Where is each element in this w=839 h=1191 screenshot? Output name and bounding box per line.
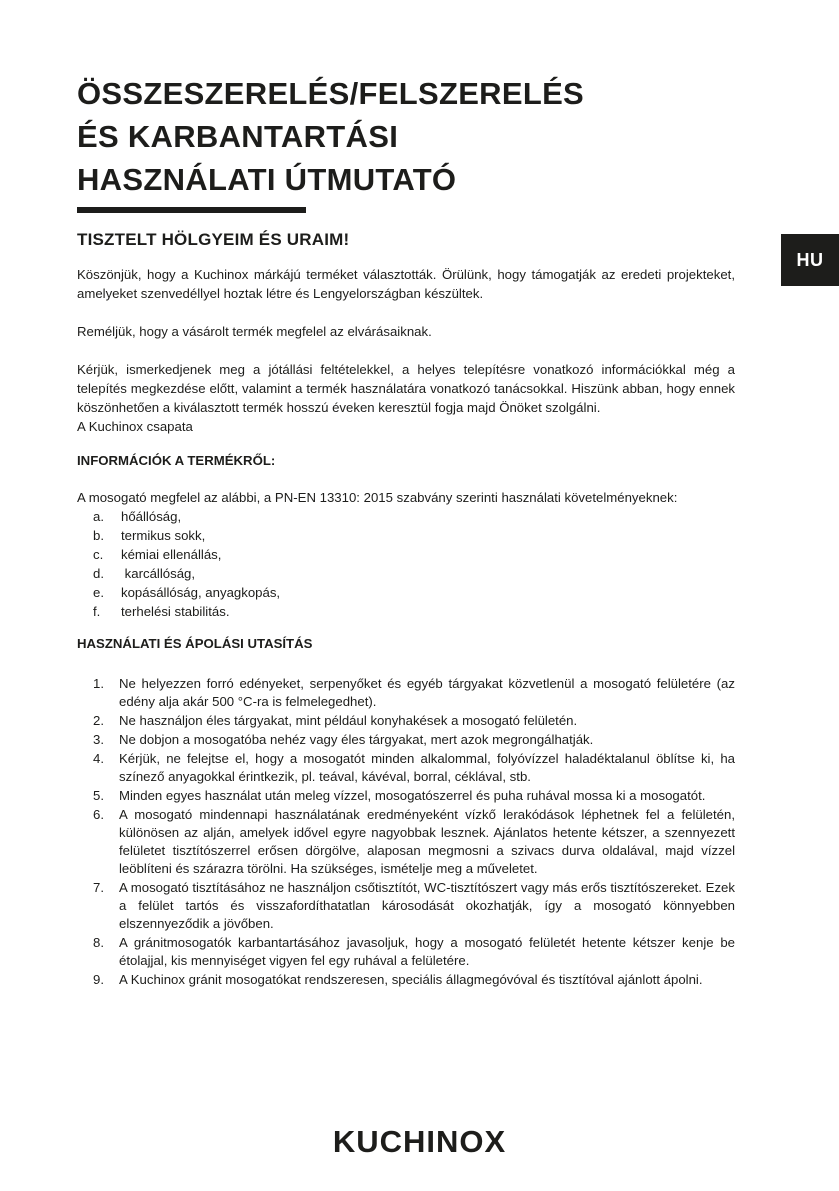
logo-text: KUCHINOX xyxy=(332,1124,507,1159)
list-marker: 5. xyxy=(93,788,104,803)
list-item xyxy=(93,879,735,933)
list-item-text: A mosogató tisztításához ne használjon csőtisztítót, WC-tisztítószert vagy más erős tisztítószereket. Ezek a felület tartós és visszafordíthatatlan károsodását okozhatják, így a mosogató könnyebben elszennyeződik a jövőben. xyxy=(119,880,735,931)
list-item xyxy=(93,731,735,749)
list-marker: c. xyxy=(93,547,104,562)
list-item xyxy=(93,545,280,564)
request-paragraph xyxy=(77,360,735,436)
list-item-text: hőállóság, xyxy=(121,509,182,524)
list-marker: d. xyxy=(93,566,104,581)
list-item xyxy=(93,750,735,786)
list-item-text: Ne helyezzen forró edényeket, serpenyőket és egyéb tárgyakat közvetlenül a mosogató felületére (az edény alja akár 500 °C-ra is felmelegedhet). xyxy=(119,676,735,709)
list-marker: e. xyxy=(93,585,104,600)
list-item xyxy=(93,675,735,711)
list-item-text: Minden egyes használat után meleg vízzel, mosogatószerrel és puha ruhával mossa ki a mosogatót. xyxy=(119,788,706,803)
list-marker: 7. xyxy=(93,880,104,895)
title-underline xyxy=(77,207,306,213)
title-line-1: ÖSSZESZERELÉS/FELSZERELÉS xyxy=(77,76,585,111)
usage-heading: HASZNÁLATI ÉS ÁPOLÁSI UTASÍTÁS xyxy=(77,636,313,651)
list-item-text: Ne dobjon a mosogatóba nehéz vagy éles tárgyakat, mert azok megrongálhatják. xyxy=(119,732,594,747)
list-item-text: A gránitmosogatók karbantartásához javasoljuk, hogy a mosogató felületét hetente kétszer kenje be étolajjal, kis mennyiséget vigyen fel egy ruhával a felületére. xyxy=(119,935,735,968)
list-item-text: kopásállóság, anyagkopás, xyxy=(121,585,281,600)
list-marker: 1. xyxy=(93,676,104,691)
title-line-3: HASZNÁLATI ÚTMUTATÓ xyxy=(77,162,457,197)
list-item xyxy=(93,583,280,602)
list-item-text: Ne használjon éles tárgyakat, mint például konyhakések a mosogató felületén. xyxy=(119,713,578,728)
list-item xyxy=(93,934,735,970)
list-item xyxy=(93,971,735,989)
title-line-2: ÉS KARBANTARTÁSI xyxy=(77,119,399,154)
request-text: Kérjük, ismerkedjenek meg a jótállási feltételekkel, a helyes telepítésre vonatkozó információkkal még a telepítés megkezdése előtt, valamint a termék használatára vonatkozó tanácsokkal. Hiszünk abban, hogy ennek köszönhetően a kiválasztott termék hosszú éveken keresztül fogja majd Önöket szolgálni. xyxy=(77,362,735,415)
list-item xyxy=(93,564,280,583)
list-item xyxy=(93,526,280,545)
list-item xyxy=(93,602,280,621)
list-item-text: kémiai ellenállás, xyxy=(121,547,222,562)
list-item xyxy=(93,787,735,805)
page-title xyxy=(77,72,584,201)
list-marker: f. xyxy=(93,604,101,619)
list-item xyxy=(93,712,735,730)
list-marker: a. xyxy=(93,509,104,524)
list-item-text: A Kuchinox gránit mosogatókat rendszeresen, speciális állagmegóvóval és tisztítóval ajánlott ápolni. xyxy=(119,972,703,987)
product-info-intro: A mosogató megfelel az alábbi, a PN-EN 13310: 2015 szabvány szerinti használati követelményeknek: xyxy=(77,490,678,505)
usage-instructions-list xyxy=(93,675,735,990)
list-item-text: termikus sokk, xyxy=(121,528,206,543)
list-marker: 3. xyxy=(93,732,104,747)
list-item-text: Kérjük, ne felejtse el, hogy a mosogatót minden alkalommal, folyóvízzel haladéktalanul öblítse ki, ha színező anyagokkal érintkezik, pl. teával, kávéval, borral, céklával, stb. xyxy=(119,751,735,784)
list-marker: 9. xyxy=(93,972,104,987)
list-marker: 2. xyxy=(93,713,104,728)
list-marker: 8. xyxy=(93,935,104,950)
language-tab: HU xyxy=(781,234,839,286)
list-marker: 4. xyxy=(93,751,104,766)
list-item-text: A mosogató mindennapi használatának eredményeként vízkő lerakódások léphetnek fel a felületén, különösen az alján, amelyek idővel egyre nagyobbak lesznek. Ajánlatos hetente kétszer, a szennyezett felületet tisztítószerrel erősen dörgölve, alaposan megmosni a szivacs durva oldalával, majd vízzel leöblíteni és szárazra törölni. Ha szükséges, ismételje meg a műveletet. xyxy=(119,807,735,876)
hope-paragraph: Reméljük, hogy a vásárolt termék megfelel az elvárásaiknak. xyxy=(77,324,432,339)
list-item-text: terhelési stabilitás. xyxy=(121,604,230,619)
kuchinox-logo xyxy=(0,1124,839,1160)
signature: A Kuchinox csapata xyxy=(77,419,193,434)
product-info-heading: INFORMÁCIÓK A TERMÉKRŐL: xyxy=(77,453,276,468)
intro-paragraph: Köszönjük, hogy a Kuchinox márkájú terméket választották. Örülünk, hogy támogatják az eredeti projekteket, amelyeket szenvedéllyel hoztak létre és Lengyelországban készültek. xyxy=(77,267,735,301)
list-item xyxy=(93,507,280,526)
list-marker: b. xyxy=(93,528,104,543)
list-item xyxy=(93,806,735,878)
requirements-list xyxy=(93,507,280,621)
greeting-heading: TISZTELT HÖLGYEIM ÉS URAIM! xyxy=(77,230,350,249)
list-marker: 6. xyxy=(93,807,104,822)
list-item-text: karcállóság, xyxy=(121,566,196,581)
